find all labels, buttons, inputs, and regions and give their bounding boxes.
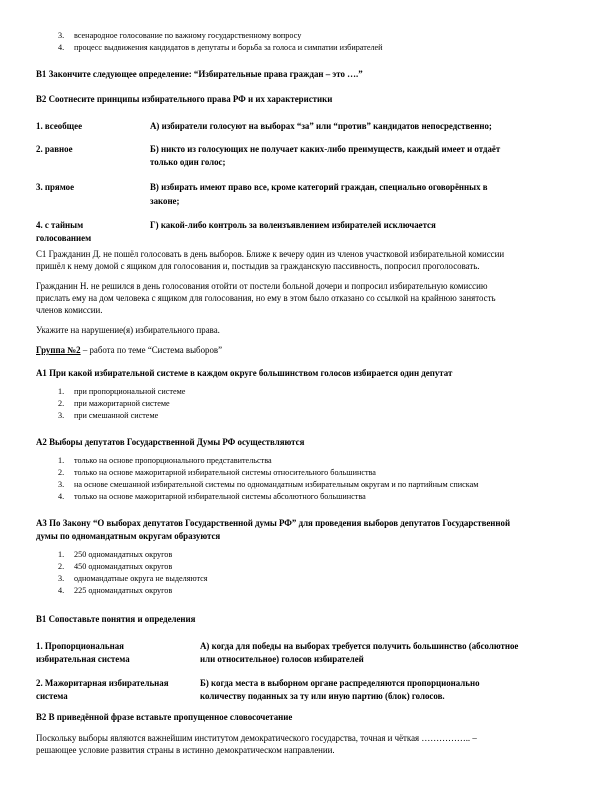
system-right: количеству поданных за ту или иную партию (блок) голосов.: [200, 691, 445, 701]
system-right: Б) когда места в выборном органе распределяются пропорционально: [200, 678, 480, 688]
list-item: 1. при пропорциональной системе: [58, 387, 186, 396]
principle-right: только один голос;: [150, 157, 226, 167]
principle-left: 4. с тайным: [36, 220, 84, 230]
c1-text: пришёл к нему домой с ящиком для голосования и, постыдив за гражданскую пассивность, попросил проголосовать.: [36, 261, 480, 271]
question-a3: думы по одномандатным округам образуются: [36, 531, 221, 541]
question-b2: В2 Соотнесите принципы избирательного права РФ и их характеристики: [36, 94, 333, 104]
system-left: система: [36, 691, 68, 701]
question-b1-group2: В1 Сопоставьте понятия и определения: [36, 614, 196, 624]
list-item: 2. при мажоритарной системе: [58, 399, 170, 408]
question-b2-group2: В2 В приведённой фразе вставьте пропущенное словосочетание: [36, 712, 293, 722]
principle-right: Г) какой-либо контроль за волеизъявлением избирателей исключается: [150, 220, 436, 230]
c1-text: С1 Гражданин Д. не пошёл голосовать в день выборов. Ближе к вечеру один из членов участковой избирательной комиссии: [36, 249, 505, 259]
system-left: 1. Пропорциональная: [36, 641, 124, 651]
c1-task: Укажите на нарушение(я) избирательного права.: [36, 325, 220, 335]
principle-right: законе;: [150, 196, 180, 206]
list-item: 1. только на основе пропорционального представительства: [58, 456, 272, 465]
list-item: 4. процесс выдвижения кандидатов в депутаты и борьба за голоса и симпатии избирателей: [58, 43, 383, 52]
question-a2: А2 Выборы депутатов Государственной Думы РФ осуществляются: [36, 437, 305, 447]
question-a3: А3 По Закону “О выборах депутатов Государственной думы РФ” для проведения выборов депутатов Государственной: [36, 518, 511, 528]
final-text: решающее условие развития страны в истинно демократическом направлении.: [36, 745, 335, 755]
group-label: Группа №2: [36, 345, 81, 355]
list-item: 1. 250 одномандатных округов: [58, 550, 173, 559]
principle-right: А) избиратели голосуют на выборах “за” или “против” кандидатов непосредственно;: [150, 121, 492, 131]
principle-left: 1. всеобщее: [36, 121, 83, 131]
c1-text: членов комиссии.: [36, 305, 103, 315]
c1-text: прислать ему на дом человека с ящиком для голосования, но ему в этом было отказано со ссылкой на крайнюю занятость: [36, 293, 496, 303]
question-a1: А1 При какой избирательной системе в каждом округе большинством голосов избирается один депутат: [36, 368, 453, 378]
principle-left: 2. равное: [36, 144, 73, 154]
system-right: или относительное) голосов избирателей: [200, 654, 364, 664]
list-item: 3. при смешанной системе: [58, 411, 159, 420]
system-left: 2. Мажоритарная избирательная: [36, 678, 169, 688]
principle-right: Б) никто из голосующих не получает каких-либо преимуществ, каждый имеет и отдаёт: [150, 144, 501, 154]
system-right: А) когда для победы на выборах требуется получить большинство (абсолютное: [200, 641, 519, 651]
list-item: 4. 225 одномандатных округов: [58, 586, 173, 595]
group-topic: – работа по теме “Система выборов”: [80, 345, 223, 355]
group-heading: [36, 344, 222, 356]
list-item: 2. только на основе мажоритарной избирательной системы относительного большинства: [58, 468, 376, 477]
list-item: 3. на основе смешанной избирательной системы по одномандатным избирательным округам и по партийным спискам: [58, 480, 479, 489]
question-b1: В1 Закончите следующее определение: “Избирательные права граждан – это ….”: [36, 69, 363, 79]
system-left: избирательная система: [36, 654, 130, 664]
list-item: 2. 450 одномандатных округов: [58, 562, 173, 571]
principle-right: В) избирать имеют право все, кроме категорий граждан, специально оговорённых в: [150, 182, 488, 192]
final-text: Поскольку выборы являются важнейшим институтом демократического государства, точная и чёткая …………….. –: [36, 733, 477, 743]
principle-left: голосованием: [36, 233, 92, 243]
list-item: 3. одномандатные округа не выделяются: [58, 574, 208, 583]
principle-left: 3. прямое: [36, 182, 75, 192]
c1-text: Гражданин Н. не решился в день голосования отойти от постели больной дочери и попросил избирательную комиссию: [36, 281, 488, 291]
list-item: 4. только на основе мажоритарной избирательной системы абсолютного большинства: [58, 492, 366, 501]
list-item: 3. всенародное голосование по важному государственному вопросу: [58, 31, 302, 40]
